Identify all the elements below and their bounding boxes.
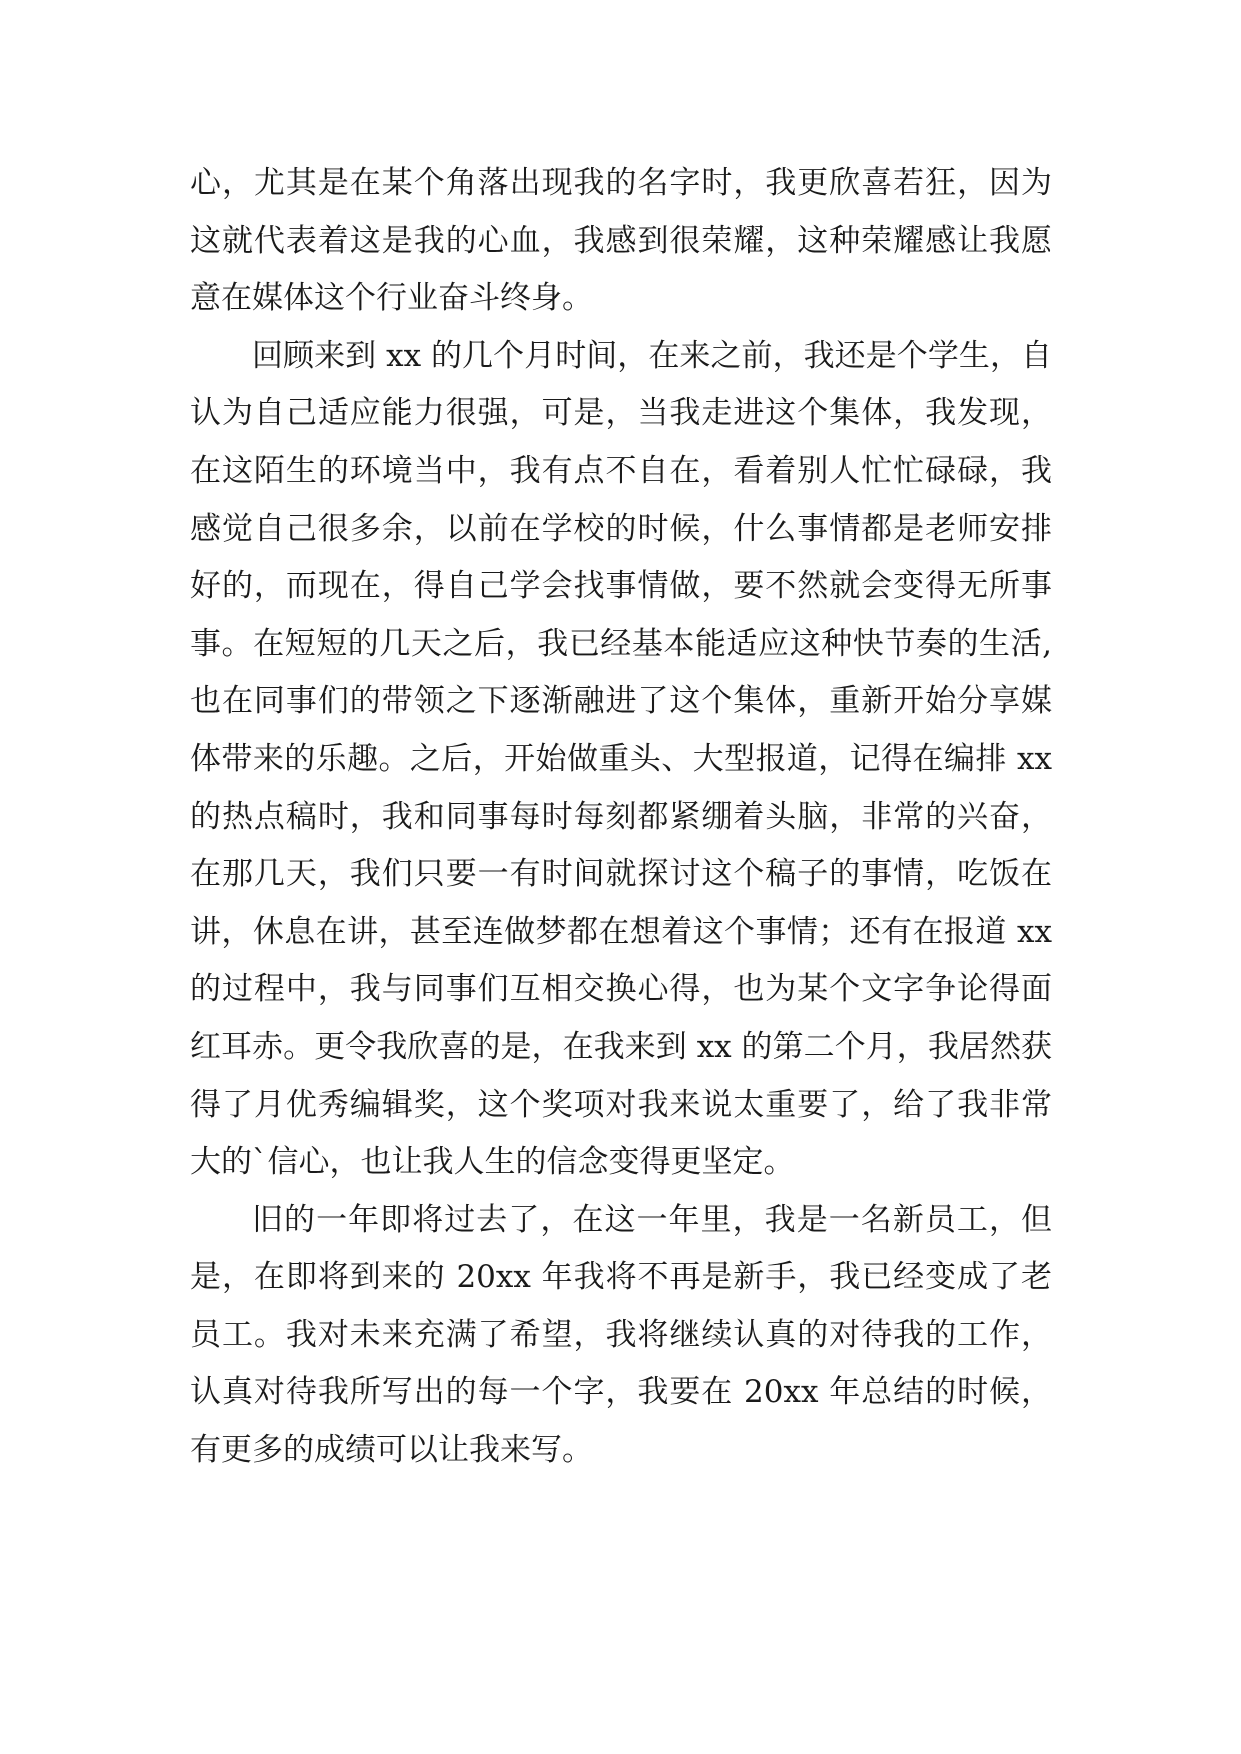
paragraph-outlook: 旧的一年即将过去了，在这一年里，我是一名新员工，但是，在即将到来的 20xx 年我将不再是新手，我已经变成了老员工。我对未来充满了希望，我将继续认真的对待我的工作，认真对待我所写出的每一个字，我要在 20xx 年总结的时候，有更多的成绩可以让我来写。 bbox=[190, 1201, 1052, 1469]
document-body bbox=[190, 155, 1052, 1480]
paragraph-continued: 心，尤其是在某个角落出现我的名字时，我更欣喜若狂，因为这就代表着这是我的心血，我感到很荣耀，这种荣耀感让我愿意在媒体这个行业奋斗终身。 bbox=[190, 165, 1052, 317]
paragraph-review: 回顾来到 xx 的几个月时间，在来之前，我还是个学生，自认为自己适应能力很强，可是，当我走进这个集体，我发现，在这陌生的环境当中，我有点不自在，看着别人忙忙碌碌，我感觉自己很多余，以前在学校的时候，什么事情都是老师安排好的，而现在，得自己学会找事情做，要不然就会变得无所事事。在短短的几天之后，我已经基本能适应这种快节奏的生活,也在同事们的带领之下逐渐融进了这个集体，重新开始分享媒体带来的乐趣。之后，开始做重头、大型报道，记得在编排 xx 的热点稿时，我和同事每时每刻都紧绷着头脑，非常的兴奋，在那几天，我们只要一有时间就探讨这个稿子的事情，吃饭在讲，休息在讲，甚至连做梦都在想着这个事情；还有在报道 xx 的过程中，我与同事们互相交换心得，也为某个文字争论得面红耳赤。更令我欣喜的是，在我来到 xx 的第二个月，我居然获得了月优秀编辑奖，这个奖项对我来说太重要了，给了我非常大的`信心，也让我人生的信念变得更坚定。 bbox=[190, 337, 1052, 1181]
